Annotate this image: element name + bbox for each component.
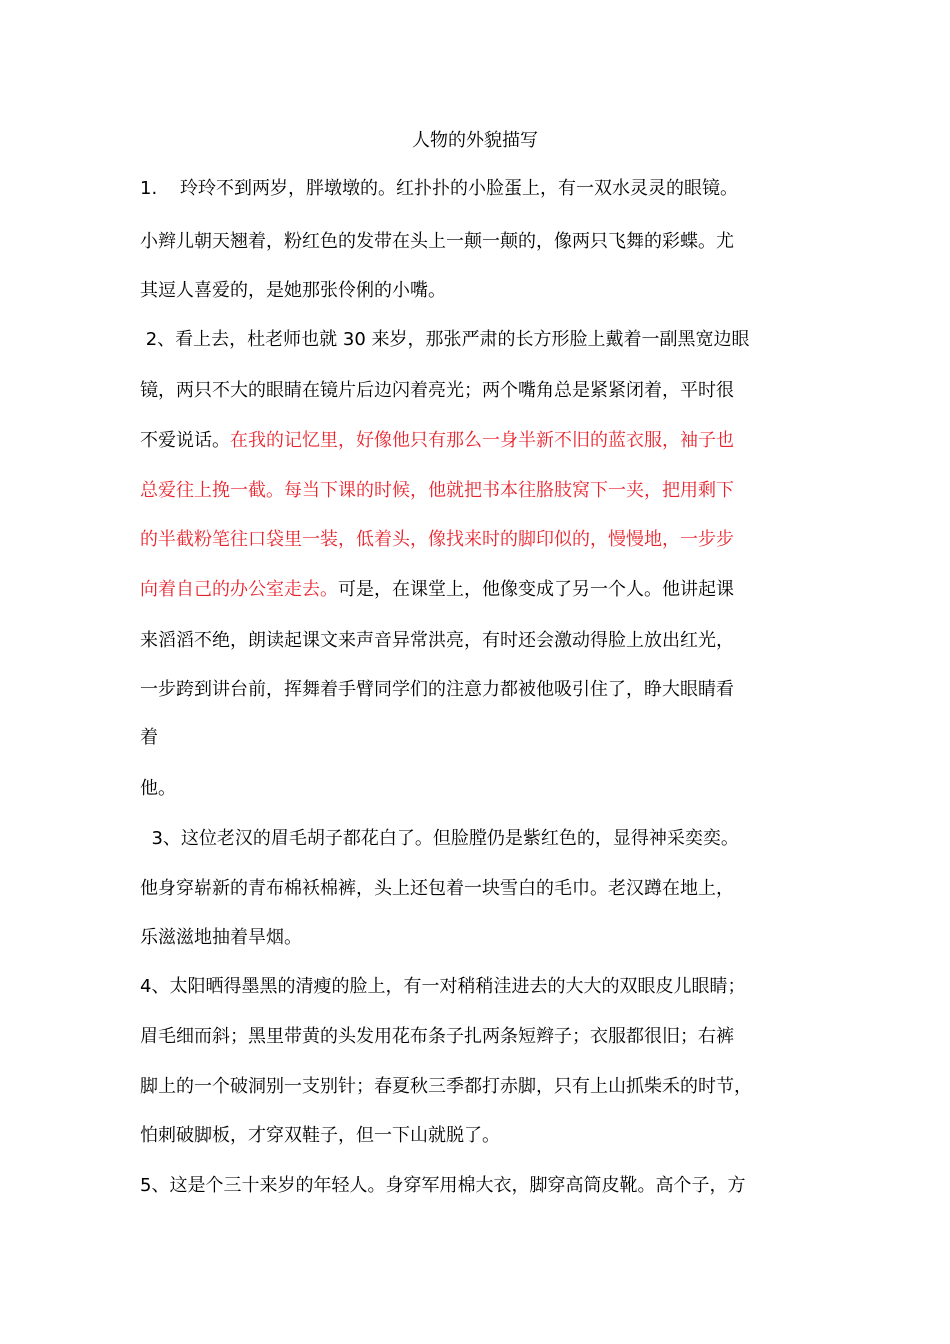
paragraph-2-line-8: 一步跨到讲台前，挥舞着手臂同学们的注意力都被他吸引住了，睁大眼睛看: [140, 679, 734, 700]
paragraph-4-line-3: 脚上的一个破洞别一支别针；春夏秋三季都打赤脚，只有上山抓柴禾的时节，: [140, 1076, 752, 1097]
paragraph-2-line-7: 来滔滔不绝，朗读起课文来声音异常洪亮，有时还会激动得脸上放出红光，: [140, 630, 734, 651]
paragraph-3-line-1: 3、这位老汉的眉毛胡子都花白了。但脸膛仍是紫红色的，显得神采奕奕。: [140, 828, 739, 849]
paragraph-2-line-10: 他。: [140, 778, 176, 799]
paragraph-2-line-5: 的半截粉笔往口袋里一装，低着头，像找来时的脚印似的，慢慢地，一步步: [140, 529, 734, 550]
paragraph-4-line-2: 眉毛细而斜；黑里带黄的头发用花布条子扎两条短辫子；衣服都很旧；右裤: [140, 1026, 734, 1047]
paragraph-3-line-3: 乐滋滋地抽着旱烟。: [140, 927, 302, 948]
paragraph-2-line-2: 镜，两只不大的眼睛在镜片后边闪着亮光；两个嘴角总是紧紧闭着，平时很: [140, 380, 734, 401]
paragraph-1-line-2: 小辫儿朝天翘着，粉红色的发带在头上一颠一颠的，像两只飞舞的彩蝶。尤: [140, 231, 734, 252]
paragraph-1-line-3: 其逗人喜爱的，是她那张伶俐的小嘴。: [140, 280, 446, 301]
plain-text-span: 可是，在课堂上，他像变成了另一个人。他讲起课: [338, 579, 734, 600]
highlighted-text-span: 在我的记忆里，好像他只有那么一身半新不旧的蓝衣服，袖子也: [230, 430, 734, 451]
paragraph-3-line-2: 他身穿崭新的青布棉袄棉裤，头上还包着一块雪白的毛巾。老汉蹲在地上，: [140, 878, 734, 899]
plain-text-span: 不爱说话。: [140, 430, 230, 451]
paragraph-2-line-4: 总爱往上挽一截。每当下课的时候，他就把书本往胳肢窝下一夹，把用剩下: [140, 480, 734, 501]
paragraph-2-line-9: 着: [140, 727, 158, 748]
paragraph-4-line-1: 4、太阳晒得墨黑的清瘦的脸上，有一对稍稍洼进去的大大的双眼皮儿眼睛；: [140, 976, 746, 997]
paragraph-1-line-1: 1. 玲玲不到两岁，胖墩墩的。红扑扑的小脸蛋上，有一双水灵灵的眼镜。: [140, 178, 739, 199]
paragraph-4-line-4: 怕刺破脚板，才穿双鞋子，但一下山就脱了。: [140, 1125, 500, 1146]
paragraph-5-line-1: 5、这是个三十来岁的年轻人。身穿军用棉大衣，脚穿高筒皮靴。高个子，方: [140, 1175, 746, 1196]
paragraph-2-line-6: [140, 577, 734, 603]
paragraph-2-line-1: 2、看上去，杜老师也就 30 来岁，那张严肃的长方形脸上戴着一副黑宽边眼: [140, 329, 750, 350]
document-title: 人物的外貌描写: [412, 130, 538, 151]
paragraph-2-line-3: [140, 428, 734, 454]
highlighted-text-span: 向着自己的办公室走去。: [140, 579, 338, 600]
